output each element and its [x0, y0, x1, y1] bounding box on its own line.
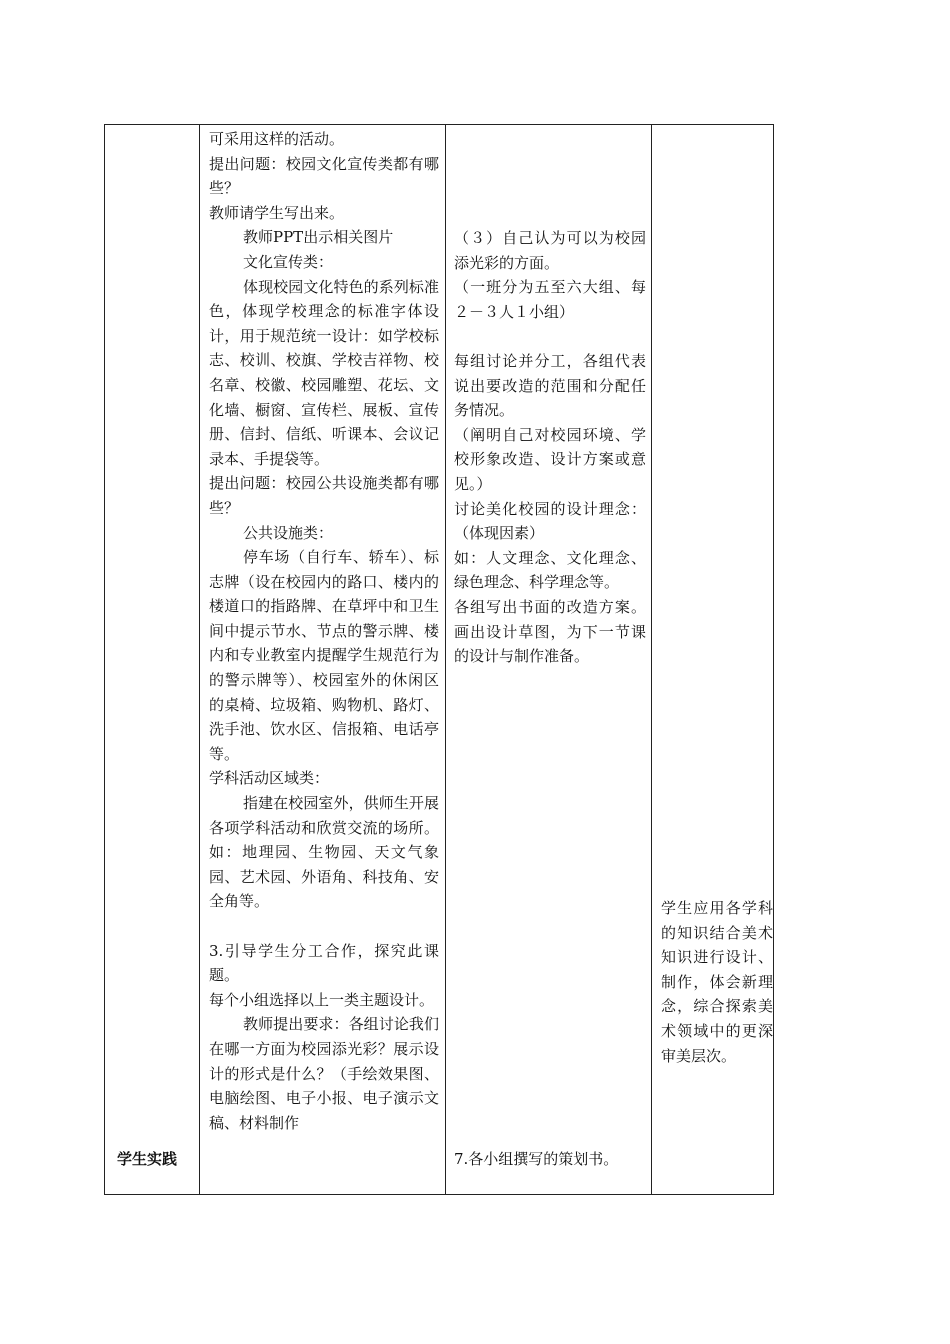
paragraph: 提出问题：校园公共设施类都有哪些？ — [209, 474, 439, 517]
blank-line — [454, 324, 646, 349]
paragraph: 学生应用各学科的知识结合美术知识进行设计、制作，体会新理念，综合探索美术领域中的更深审美层次。 — [661, 899, 773, 1065]
paragraph: 体现校园文化特色的系列标准色，体现学校理念的标准字体设计，用于规范统一设计：如学校标志、校训、校旗、学校吉祥物、校名章、校徽、校园雕塑、花坛、文化墙、橱窗、宣传栏、展板、宣传册、信封、信纸、听课本、会议记录本、手提袋等。 — [209, 277, 439, 468]
paragraph: 提出问题：校园文化宣传类都有哪些？ — [209, 154, 439, 198]
lesson-plan-table — [104, 124, 774, 1195]
blank-line — [209, 914, 439, 939]
teacher-activity-cell — [209, 127, 439, 1135]
paragraph: 各组写出书面的改造方案。画出设计草图，为下一节课的设计与制作准备。 — [454, 597, 646, 666]
paragraph: 讨论美化校园的设计理念：（体现因素） — [454, 499, 646, 543]
paragraph: 如：人文理念、文化理念、绿色理念、科学理念等。 — [454, 548, 646, 592]
paragraph: 停车场（自行车、轿车）、标志牌（设在校园内的路口、楼内的楼道口的指路牌、在草坪中和卫生间中提示节水、节点的警示牌、楼内和专业教室内提醒学生规范行为的警示牌等）、校园室外的休闲区的桌椅、垃圾箱、购物机、路灯、洗手池、饮水区、信报箱、电话亭等。 — [209, 548, 439, 763]
paragraph: 学科活动区域类： — [209, 769, 330, 788]
paragraph: 7.各小组撰写的策划书。 — [454, 1150, 619, 1168]
column-divider — [199, 125, 200, 1194]
paragraph: 教师PPT出示相关图片 — [243, 228, 394, 247]
paragraph: （一班分为五至六大组、每２－３人１小组） — [454, 278, 646, 321]
paragraph: 3.引导学生分工合作，探究此课题。 — [209, 941, 439, 985]
paragraph: 指建在校园室外，供师生开展各项学科活动和欣赏交流的场所。如：地理园、生物园、天文气象园、艺术园、外语角、科技角、安全角等。 — [209, 794, 439, 911]
student-activity-cell — [454, 226, 646, 669]
paragraph: 可采用这样的活动。 — [209, 130, 345, 148]
paragraph: （３）自己认为可以为校园添光彩的方面。 — [454, 229, 646, 272]
column-divider — [445, 125, 446, 1194]
paragraph: 公共设施类： — [243, 523, 334, 542]
paragraph: 文化宣传类： — [243, 252, 334, 271]
row-label: 学生实践 — [117, 1150, 178, 1168]
paragraph: 教师提出要求：各组讨论我们在哪一方面为校园添光彩？展示设计的形式是什么？（手绘效果图、电脑绘图、电子小报、电子演示文稿、材料制作 — [209, 1015, 439, 1132]
paragraph: 每组讨论并分工，各组代表说出要改造的范围和分配任务情况。 — [454, 351, 646, 420]
paragraph: 每个小组选择以上一类主题设计。 — [209, 990, 435, 1009]
column-divider — [651, 125, 652, 1194]
paragraph: 教师请学生写出来。 — [209, 203, 345, 222]
design-intent-cell — [661, 896, 773, 1068]
paragraph: （阐明自己对校园环境、学校形象改造、设计方案或意见。） — [454, 425, 646, 493]
student-activity-bottom — [454, 1147, 646, 1172]
